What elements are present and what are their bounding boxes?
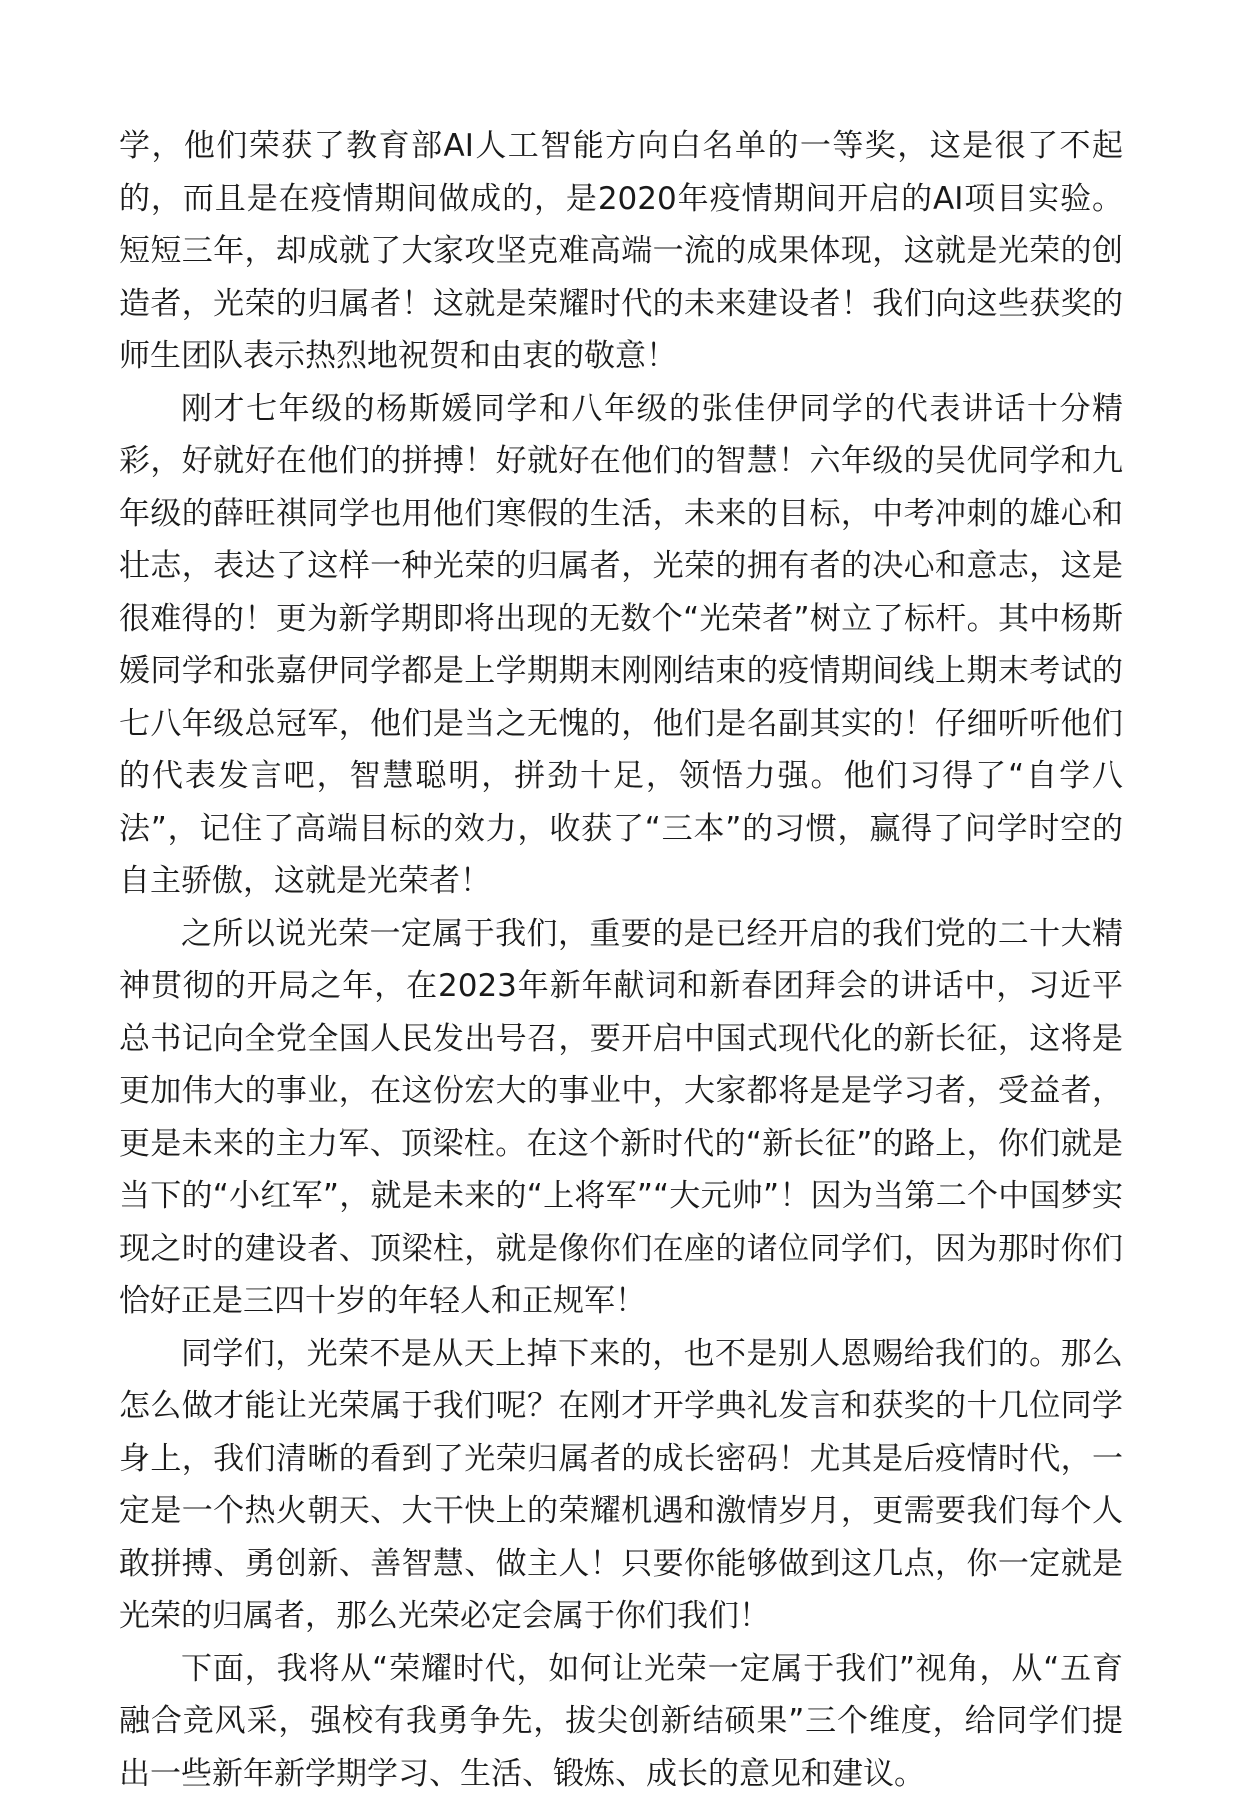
paragraph-continued: 学，他们荣获了教育部AI人工智能方向白名单的一等奖，这是很了不起的，而且是在疫情期间做成的，是2020年疫情期间开启的AI项目实验。短短三年，却成就了大家攻坚克难高端一流的成果体现，这就是光荣的创造者，光荣的归属者！这就是荣耀时代的未来建设者！我们向这些获奖的师生团队表示热烈地祝贺和由衷的敬意！ [119, 120, 1123, 383]
paragraph-three-dimensions: 下面，我将从“荣耀时代，如何让光荣一定属于我们”视角，从“五育融合竞风采，强校有我勇争先，拔尖创新结硕果”三个维度，给同学们提出一些新年新学期学习、生活、锻炼、成长的意见和建议。 [119, 1643, 1123, 1800]
paragraph-new-long-march: 之所以说光荣一定属于我们，重要的是已经开启的我们党的二十大精神贯彻的开局之年，在2023年新年献词和新春团拜会的讲话中，习近平总书记向全党全国人民发出号召，要开启中国式现代化的新长征，这将是更加伟大的事业，在这份宏大的事业中，大家都将是是学习者，受益者，更是未来的主力军、顶梁柱。在这个新时代的“新长征”的路上，你们就是当下的“小红军”，就是未来的“上将军”“大元帅”！因为当第二个中国梦实现之时的建设者、顶梁柱，就是像你们在座的诸位同学们，因为那时你们恰好正是三四十岁的年轻人和正规军！ [119, 908, 1123, 1328]
paragraph-growth-code: 同学们，光荣不是从天上掉下来的，也不是别人恩赐给我们的。那么怎么做才能让光荣属于我们呢？在刚才开学典礼发言和获奖的十几位同学身上，我们清晰的看到了光荣归属者的成长密码！尤其是后疫情时代，一定是一个热火朝天、大干快上的荣耀机遇和激情岁月，更需要我们每个人敢拼搏、勇创新、善智慧、做主人！只要你能够做到这几点，你一定就是光荣的归属者，那么光荣必定会属于你们我们！ [119, 1328, 1123, 1643]
paragraph-student-speeches: 刚才七年级的杨斯媛同学和八年级的张佳伊同学的代表讲话十分精彩，好就好在他们的拼搏！好就好在他们的智慧！六年级的吴优同学和九年级的薛旺祺同学也用他们寒假的生活，未来的目标，中考冲刺的雄心和壮志，表达了这样一种光荣的归属者，光荣的拥有者的决心和意志，这是很难得的！更为新学期即将出现的无数个“光荣者”树立了标杆。其中杨斯媛同学和张嘉伊同学都是上学期期末刚刚结束的疫情期间线上期末考试的七八年级总冠军，他们是当之无愧的，他们是名副其实的！仔细听听他们的代表发言吧，智慧聪明，拼劲十足，领悟力强。他们习得了“自学八法”，记住了高端目标的效力，收获了“三本”的习惯，赢得了问学时空的自主骄傲，这就是光荣者！ [119, 383, 1123, 908]
document-body [119, 120, 1123, 1800]
